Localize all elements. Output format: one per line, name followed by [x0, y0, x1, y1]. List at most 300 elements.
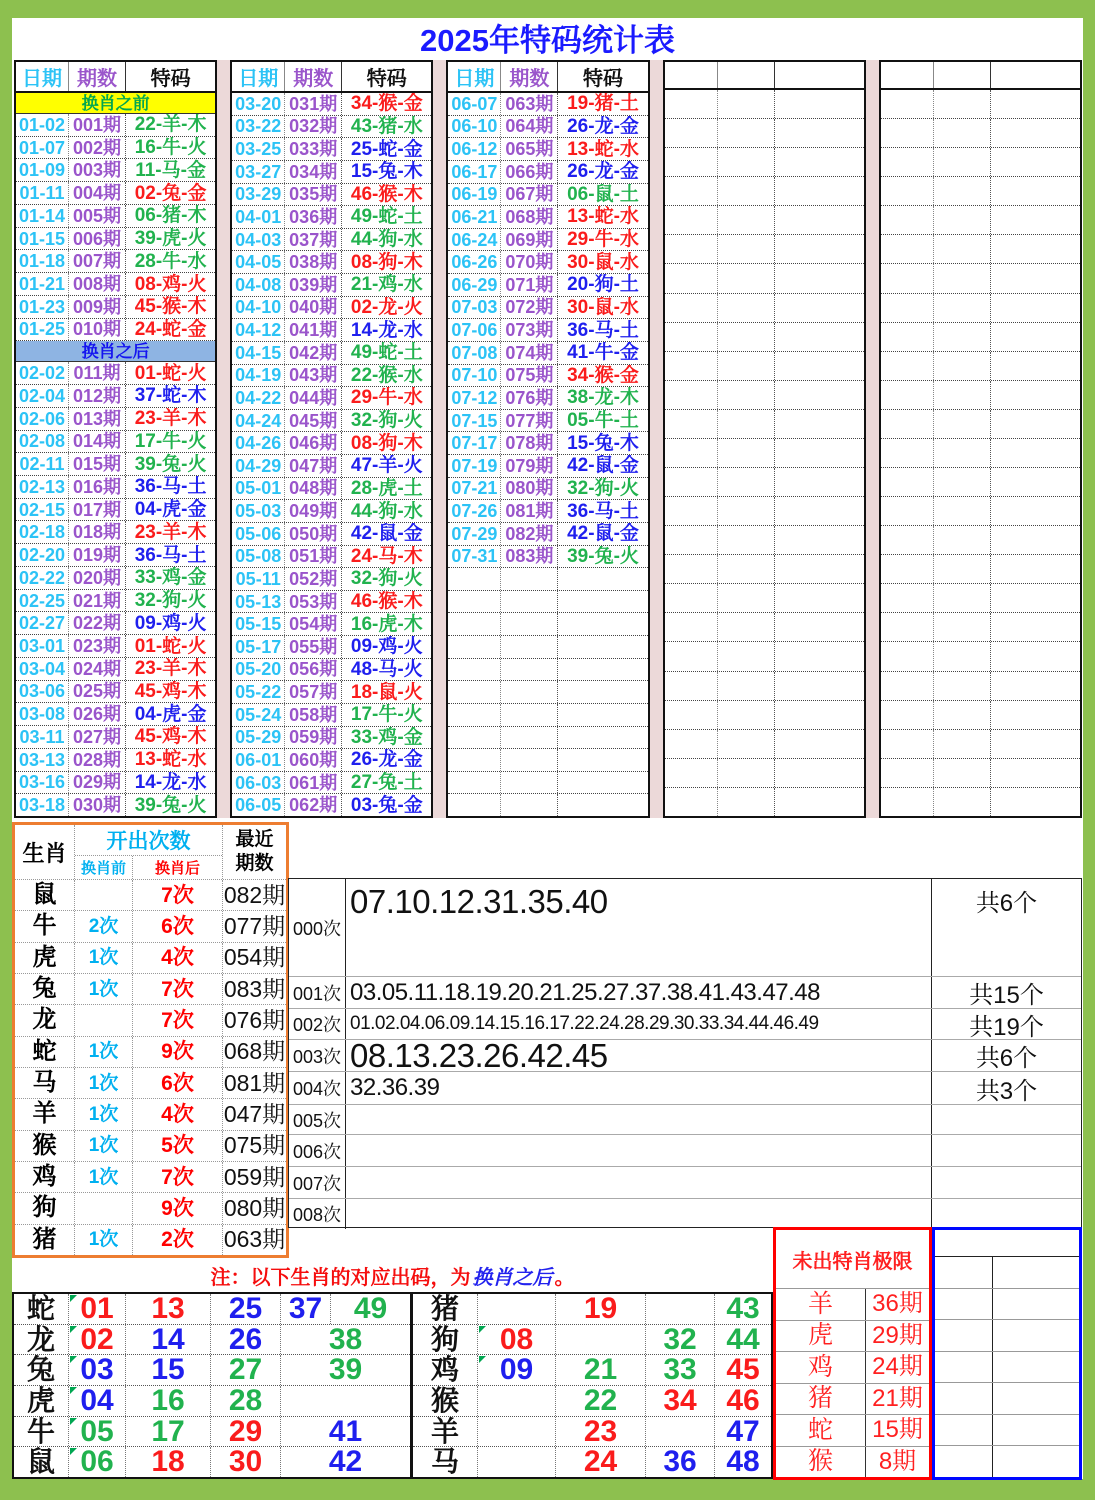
cell-period [934, 555, 991, 583]
table-row [665, 526, 864, 555]
cell-date: 04-03 [232, 229, 285, 251]
cell-code [991, 555, 1080, 583]
table-row [16, 794, 215, 816]
cell-date: 02-15 [16, 499, 69, 521]
table-row [448, 116, 647, 139]
cell-date [665, 323, 718, 351]
cell-date: 02-04 [16, 385, 69, 407]
cell-date: 04-22 [232, 387, 285, 409]
empty-panel-cell [935, 1257, 993, 1288]
cell-period: 001期 [69, 114, 126, 136]
cell-date [448, 568, 501, 590]
number-cell [555, 1325, 645, 1355]
empty-panel-cell [935, 1320, 993, 1351]
frequency-row [289, 879, 1081, 976]
number-cell: 23 [555, 1417, 645, 1447]
cell-period: 037期 [285, 229, 342, 251]
number-cell: 30 [210, 1447, 280, 1477]
cell-date: 06-12 [448, 138, 501, 160]
note-text-red1: 注：以下生肖的对应出码，为 [210, 1266, 471, 1289]
cell-code [775, 497, 864, 525]
table-row [16, 635, 215, 658]
cell-date: 05-17 [232, 636, 285, 658]
note-text-blue: 换肖之后 [472, 1266, 553, 1289]
number-cell: 17 [125, 1417, 210, 1447]
count-before-cell: 1次 [75, 1037, 133, 1067]
cell-period: 079期 [501, 455, 558, 477]
recent-period-cell: 082期 [223, 881, 286, 908]
table-row [232, 274, 431, 297]
table-row [232, 659, 431, 682]
table-row [665, 759, 864, 788]
cell-period [718, 90, 775, 118]
cell-code [558, 772, 647, 794]
count-total [931, 1105, 1081, 1134]
zodiac-stat-row [15, 910, 286, 941]
limit-period: 29期 [865, 1321, 929, 1352]
table-rows [232, 93, 431, 816]
empty-panel-row [935, 1351, 1079, 1383]
cell-date [448, 681, 501, 703]
cell-code: 14-龙-水 [134, 771, 207, 793]
table-row [16, 182, 215, 205]
zodiac-char: 马 [430, 1446, 459, 1478]
count-before-cell: 1次 [75, 1162, 133, 1192]
cell-code: 47-羊-火 [350, 455, 423, 477]
table-row [881, 526, 1080, 555]
table-row [665, 788, 864, 816]
banner-before-zodiac-change: 换肖之前 [16, 93, 215, 114]
cell-date: 01-15 [16, 228, 69, 250]
cell-period: 014期 [69, 431, 126, 453]
frequency-row [289, 1198, 1081, 1229]
stats-header-zodiac: 生肖 [15, 825, 75, 879]
cell-period [501, 659, 558, 681]
cell-date [881, 410, 934, 438]
stats-header-count-title: 开出次数 [75, 825, 222, 856]
cell-date: 06-17 [448, 161, 501, 183]
count-before-cell: 2次 [75, 911, 133, 941]
cell-code: 41-牛-金 [567, 342, 639, 364]
cell-code [991, 701, 1080, 729]
recent-period-cell: 063期 [223, 1226, 286, 1253]
cell-date [665, 526, 718, 554]
number-cell: 24 [555, 1447, 645, 1477]
header-code: 特码 [150, 68, 191, 90]
cell-date: 03-11 [16, 726, 69, 748]
cell-period: 020期 [69, 567, 126, 589]
cell-code: 32-狗-火 [350, 568, 423, 590]
cell-period: 019期 [69, 544, 126, 566]
cell-date [665, 468, 718, 496]
cell-date: 01-09 [16, 159, 69, 181]
column-separator [433, 60, 446, 818]
cell-period: 046期 [285, 432, 342, 454]
cell-period [718, 788, 775, 816]
table-row [232, 319, 431, 342]
cell-date [665, 177, 718, 205]
cell-date [881, 148, 934, 176]
table-row [665, 410, 864, 439]
cell-period [718, 323, 775, 351]
limit-row [776, 1351, 929, 1383]
cell-period [501, 591, 558, 613]
cell-code: 32-狗-火 [134, 590, 207, 612]
cell-date: 01-21 [16, 273, 69, 295]
cell-code: 36-马-土 [134, 476, 207, 498]
cell-period: 082期 [501, 523, 558, 545]
cell-period: 052期 [285, 568, 342, 590]
cell-date [881, 788, 934, 816]
table-row [16, 726, 215, 749]
cell-period: 047期 [285, 455, 342, 477]
cell-code [991, 497, 1080, 525]
cell-date: 05-06 [232, 523, 285, 545]
cell-period: 054期 [285, 613, 342, 635]
cell-code: 26-龙-金 [567, 115, 639, 137]
table-row [881, 323, 1080, 352]
cell-date: 02-27 [16, 612, 69, 634]
cell-code: 28-牛-水 [134, 250, 207, 272]
table-row [232, 478, 431, 501]
cell-date: 07-08 [448, 342, 501, 364]
cell-period [934, 119, 991, 147]
cell-code: 29-牛-水 [567, 229, 639, 251]
stats-header-after: 换肖后 [154, 860, 200, 877]
limit-period: 24期 [865, 1352, 929, 1383]
cell-period [718, 730, 775, 758]
cell-code [775, 235, 864, 263]
cell-code: 16-牛-火 [134, 137, 207, 159]
cell-period [934, 497, 991, 525]
cell-date: 05-20 [232, 659, 285, 681]
table-row [448, 365, 647, 388]
table-row [16, 228, 215, 251]
frequency-row [289, 976, 1081, 1008]
cell-code: 04-虎-金 [134, 499, 207, 521]
cell-date: 01-02 [16, 114, 69, 136]
cell-period: 055期 [285, 636, 342, 658]
table-row [881, 672, 1080, 701]
cell-period [934, 177, 991, 205]
cell-date [448, 591, 501, 613]
cell-date [881, 497, 934, 525]
cell-code: 24-马-木 [350, 545, 423, 567]
table-row [232, 387, 431, 410]
cell-period: 081期 [501, 500, 558, 522]
period-table [230, 60, 433, 818]
cell-date: 01-11 [16, 182, 69, 204]
count-label: 002次 [289, 1009, 346, 1039]
zodiac-stat-row [15, 942, 286, 973]
cell-period: 074期 [501, 342, 558, 364]
cell-date: 07-06 [448, 319, 501, 341]
cell-date [665, 90, 718, 118]
cell-date [881, 264, 934, 292]
table-row [881, 352, 1080, 381]
cell-period [934, 613, 991, 641]
limit-zodiac: 鸡 [807, 1352, 833, 1381]
table-row [448, 727, 647, 750]
stats-header-recent [223, 825, 286, 879]
cell-period [718, 642, 775, 670]
cell-code: 27-兔-土 [350, 772, 423, 794]
empty-panel-row [935, 1414, 1079, 1446]
zodiac-stat-row [15, 1130, 286, 1161]
cell-code [558, 681, 647, 703]
zodiac-char: 鼠 [26, 1446, 55, 1478]
cell-period: 034期 [285, 161, 342, 183]
table-row [448, 274, 647, 297]
empty-panel-cell [935, 1352, 993, 1383]
zodiac-stat-row [15, 879, 286, 910]
empty-panel-cell [993, 1352, 1079, 1383]
cell-period [718, 294, 775, 322]
cell-date: 07-21 [448, 478, 501, 500]
table-row [232, 704, 431, 727]
cell-period [718, 381, 775, 409]
number-cell: 42 [280, 1447, 410, 1477]
table-row [16, 159, 215, 182]
table-row [232, 342, 431, 365]
table-row [448, 206, 647, 229]
table-row [232, 297, 431, 320]
number-cell: 32 [645, 1325, 714, 1355]
cell-code: 38-龙-木 [567, 387, 639, 409]
count-numbers: 32.36.39 [350, 1074, 440, 1101]
cell-date [665, 730, 718, 758]
cell-period [718, 613, 775, 641]
table-row [232, 161, 431, 184]
limits-title: 未出特肖极限 [792, 1250, 913, 1273]
zodiac-stat-row [15, 1067, 286, 1098]
cell-date [881, 90, 934, 118]
table-rows [881, 90, 1080, 816]
grid-row [413, 1385, 771, 1416]
cell-code [775, 177, 864, 205]
cell-code [775, 323, 864, 351]
cell-date [448, 636, 501, 658]
note-text-red2: 。 [554, 1266, 575, 1289]
table-row [232, 523, 431, 546]
cell-code: 42-鼠-金 [350, 523, 423, 545]
zodiac-stat-row [15, 973, 286, 1004]
cell-date: 02-02 [16, 362, 69, 384]
table-row [665, 701, 864, 730]
stats-header-counts [75, 825, 223, 879]
count-label: 007次 [289, 1167, 346, 1198]
cell-period: 004期 [69, 182, 126, 204]
count-before-cell: 1次 [75, 1225, 133, 1255]
count-numbers [346, 1105, 931, 1134]
cell-code: 33-鸡-金 [350, 726, 423, 748]
cell-code [775, 381, 864, 409]
count-after-cell: 9次 [133, 1037, 223, 1067]
period-table [446, 60, 649, 818]
count-after-cell: 6次 [133, 1068, 223, 1098]
cell-period: 036期 [285, 206, 342, 228]
cell-period [501, 727, 558, 749]
cell-code: 04-虎-金 [134, 703, 207, 725]
zodiac-char: 猪 [430, 1292, 459, 1324]
number-cell: 46 [714, 1386, 771, 1416]
grid-row [413, 1324, 771, 1355]
cell-code: 34-猴-金 [567, 364, 639, 386]
cell-period [501, 613, 558, 635]
recent-period-cell: 080期 [223, 1194, 286, 1221]
cell-code [991, 264, 1080, 292]
count-after-cell: 4次 [133, 943, 223, 973]
cell-code: 02-兔-金 [134, 182, 207, 204]
cell-date [665, 206, 718, 234]
cell-period [501, 772, 558, 794]
count-before-cell [75, 1005, 133, 1035]
zodiac-cell: 猪 [15, 1225, 75, 1255]
cell-code: 05-牛-土 [567, 410, 639, 432]
cell-code: 36-马-土 [134, 544, 207, 566]
count-after-cell: 7次 [133, 974, 223, 1004]
frequency-row [289, 1008, 1081, 1039]
table-row [448, 387, 647, 410]
cell-code [775, 526, 864, 554]
count-total: 共6个 [931, 1040, 1081, 1071]
table-row [665, 613, 864, 642]
cell-period [718, 497, 775, 525]
cell-date [881, 439, 934, 467]
cell-period: 033期 [285, 138, 342, 160]
cell-code [558, 704, 647, 726]
table-row [16, 590, 215, 613]
page-title: 2025年特码统计表 [420, 23, 675, 58]
cell-code [775, 90, 864, 118]
empty-panel-row [935, 1382, 1079, 1414]
cell-code [775, 701, 864, 729]
cell-date: 02-18 [16, 521, 69, 543]
table-row [448, 138, 647, 161]
table-row [881, 410, 1080, 439]
cell-date: 05-13 [232, 591, 285, 613]
table-row [232, 727, 431, 750]
cell-code [991, 206, 1080, 234]
zodiac-number-grid-left [12, 1292, 412, 1479]
header-date: 日期 [232, 62, 285, 91]
cell-date [881, 323, 934, 351]
number-cell: 05 [68, 1417, 125, 1447]
cell-code: 49-蛇-土 [350, 206, 423, 228]
cell-date [448, 704, 501, 726]
cell-code [775, 206, 864, 234]
cell-code [991, 294, 1080, 322]
count-label: 000次 [289, 879, 346, 976]
cell-date: 07-12 [448, 387, 501, 409]
cell-period [934, 526, 991, 554]
zodiac-stat-row [15, 1036, 286, 1067]
cell-period: 042期 [285, 342, 342, 364]
cell-period: 058期 [285, 704, 342, 726]
number-cell: 34 [645, 1386, 714, 1416]
cell-date: 04-24 [232, 410, 285, 432]
table-row [232, 613, 431, 636]
cell-period: 080期 [501, 478, 558, 500]
cell-code [775, 759, 864, 787]
cell-period: 056期 [285, 659, 342, 681]
cell-period: 030期 [69, 794, 126, 816]
cell-code: 22-猴-水 [350, 364, 423, 386]
empty-panel-row [935, 1288, 1079, 1320]
count-label: 004次 [289, 1072, 346, 1104]
cell-code [558, 591, 647, 613]
table-header-row [16, 62, 215, 93]
cell-period [934, 294, 991, 322]
limit-row [776, 1414, 929, 1446]
table-row [881, 701, 1080, 730]
table-row [665, 235, 864, 264]
cell-code: 30-鼠-水 [567, 296, 639, 318]
table-row [16, 385, 215, 408]
note [12, 1258, 773, 1292]
empty-panel-cell [935, 1383, 993, 1414]
cell-date [881, 206, 934, 234]
cell-period [934, 788, 991, 816]
table-row [448, 704, 647, 727]
cell-period [718, 119, 775, 147]
cell-date: 06-24 [448, 229, 501, 251]
header-code [775, 62, 864, 88]
cell-date: 01-23 [16, 296, 69, 318]
cell-code [775, 352, 864, 380]
cell-date: 05-22 [232, 681, 285, 703]
cell-date: 07-26 [448, 500, 501, 522]
period-table [14, 60, 217, 818]
cell-code: 09-鸡-火 [350, 636, 423, 658]
cell-date [665, 352, 718, 380]
header-period [718, 62, 775, 88]
cell-date: 02-13 [16, 476, 69, 498]
table-row [665, 468, 864, 497]
zodiac-cell: 狗 [15, 1193, 75, 1223]
table-row [232, 568, 431, 591]
table-row [881, 206, 1080, 235]
cell-date [881, 381, 934, 409]
cell-date: 03-18 [16, 794, 69, 816]
count-total: 共19个 [931, 1009, 1081, 1039]
cell-period [501, 749, 558, 771]
cell-period: 031期 [285, 93, 342, 115]
cell-code: 44-狗-水 [350, 229, 423, 251]
table-row [232, 251, 431, 274]
cell-code: 36-马-土 [567, 319, 639, 341]
limits-table [773, 1227, 932, 1480]
cell-period: 022期 [69, 612, 126, 634]
table-row [448, 681, 647, 704]
cell-date: 03-06 [16, 681, 69, 703]
number-cell: 15 [125, 1355, 210, 1385]
number-cell: 28 [210, 1386, 280, 1416]
cell-date: 04-01 [232, 206, 285, 228]
cell-code: 20-狗-土 [567, 274, 639, 296]
number-cell: 09 [477, 1355, 555, 1385]
number-cell: 47 [714, 1417, 771, 1447]
cell-date: 01-14 [16, 205, 69, 227]
limit-zodiac: 羊 [807, 1289, 833, 1318]
cell-code [558, 727, 647, 749]
empty-panel [932, 1227, 1082, 1480]
cell-date: 02-22 [16, 567, 69, 589]
frequency-row [289, 1166, 1081, 1198]
cell-date [881, 352, 934, 380]
cell-code: 13-蛇-水 [567, 138, 639, 160]
cell-date [881, 235, 934, 263]
